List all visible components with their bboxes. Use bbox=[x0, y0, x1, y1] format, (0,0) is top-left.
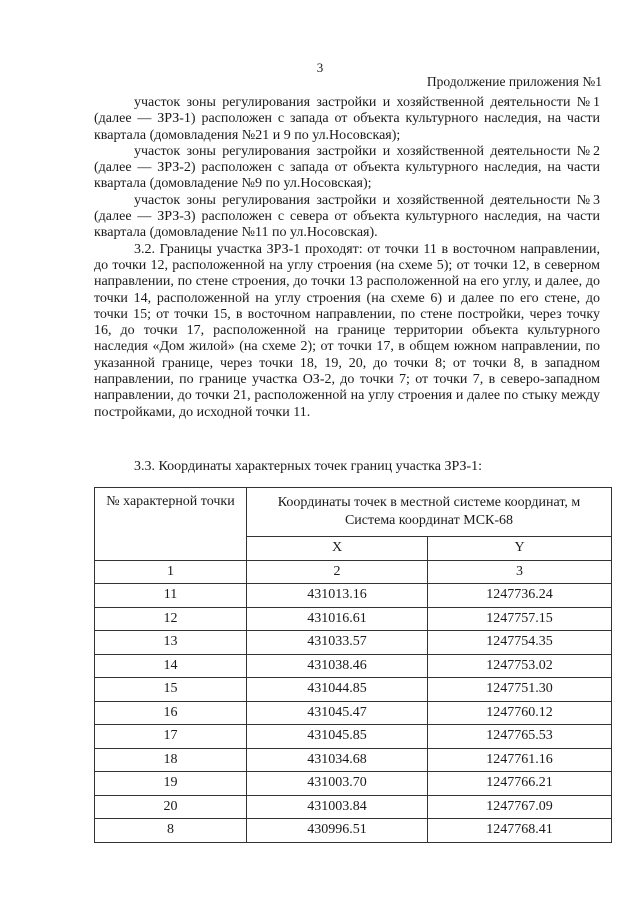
y-coordinate-cell: 1247736.24 bbox=[428, 584, 612, 608]
point-cell: 14 bbox=[95, 654, 247, 678]
paragraph-zrz-3: участок зоны регулирования застройки и хозяйственной деятельности №3 (далее — ЗРЗ-3) расположен с севера от объекта культурного наследия, на части квартала (домовладение №11 по ул.Носовская). bbox=[94, 192, 600, 241]
coords-header-line1: Координаты точек в местной системе координат, м bbox=[277, 495, 581, 510]
table-row bbox=[95, 584, 612, 608]
y-coordinate-cell: 1247751.30 bbox=[428, 678, 612, 702]
x-coordinate-cell: 431033.57 bbox=[247, 631, 428, 655]
table-row bbox=[95, 631, 612, 655]
y-coordinate-cell: 1247766.21 bbox=[428, 772, 612, 796]
column-number: 3 bbox=[428, 560, 612, 584]
coordinates-table bbox=[94, 487, 612, 843]
section-title: 3.3. Координаты характерных точек границ участка ЗРЗ-1: bbox=[134, 459, 483, 474]
y-column-header: Y bbox=[428, 537, 612, 561]
point-cell: 8 bbox=[95, 819, 247, 843]
x-coordinate-cell: 431034.68 bbox=[247, 748, 428, 772]
x-coordinate-cell: 431045.47 bbox=[247, 701, 428, 725]
appendix-note: Продолжение приложения №1 bbox=[426, 74, 602, 89]
y-coordinate-cell: 1247760.12 bbox=[428, 701, 612, 725]
x-column-header: X bbox=[247, 537, 428, 561]
y-coordinate-cell: 1247757.15 bbox=[428, 607, 612, 631]
x-coordinate-cell: 431016.61 bbox=[247, 607, 428, 631]
y-coordinate-cell: 1247761.16 bbox=[428, 748, 612, 772]
table-number-row bbox=[95, 560, 612, 584]
coords-column-header bbox=[247, 488, 612, 537]
table-row bbox=[95, 795, 612, 819]
page-number: 3 bbox=[316, 60, 324, 75]
x-coordinate-cell: 431045.85 bbox=[247, 725, 428, 749]
point-cell: 13 bbox=[95, 631, 247, 655]
point-column-header: № характерной точки bbox=[95, 488, 247, 561]
table-row bbox=[95, 607, 612, 631]
coords-header-line2: Система координат МСК-68 bbox=[344, 513, 514, 528]
table-row bbox=[95, 701, 612, 725]
y-coordinate-cell: 1247768.41 bbox=[428, 819, 612, 843]
paragraph-zrz-1: участок зоны регулирования застройки и хозяйственной деятельности №1 (далее — ЗРЗ-1) расположен с запада от объекта культурного наследия, на части квартала (домовладения №21 и 9 по ул.Носовская); bbox=[94, 95, 600, 143]
x-coordinate-cell: 431044.85 bbox=[247, 678, 428, 702]
point-cell: 12 bbox=[95, 607, 247, 631]
point-cell: 19 bbox=[95, 772, 247, 796]
x-coordinate-cell: 431003.84 bbox=[247, 795, 428, 819]
table-row bbox=[95, 654, 612, 678]
point-cell: 15 bbox=[95, 678, 247, 702]
y-coordinate-cell: 1247754.35 bbox=[428, 631, 612, 655]
x-coordinate-cell: 430996.51 bbox=[247, 819, 428, 843]
y-coordinate-cell: 1247765.53 bbox=[428, 725, 612, 749]
x-coordinate-cell: 431013.16 bbox=[247, 584, 428, 608]
body-text bbox=[94, 95, 600, 421]
point-cell: 20 bbox=[95, 795, 247, 819]
point-cell: 16 bbox=[95, 701, 247, 725]
point-cell: 18 bbox=[95, 748, 247, 772]
point-cell: 17 bbox=[95, 725, 247, 749]
paragraph-boundaries: 3.2. Границы участка ЗРЗ-1 проходят: от точки 11 в восточном направлении, до точки 12, расположенной на углу строения (на схеме 5); от точки 12, в северном направлении, по стене строения, до точки 13 расположенной на его углу, и далее, до точки 14, расположенной на углу строения (на схеме 6) и далее по его стене, до точки 15; от точки 15, в восточном направлении, по стене постройки, через точку 16, до точки 17, расположенной на границе территории объекта культурного наследия «Дом жилой» (на схеме 2); от точки 17, в общем южном направлении, по указанной границе, через точки 18, 19, 20, до точки 8; от точки 8, в западном направлении, по границе участка ОЗ-2, до точки 7; от точки 7, в северо-западном направлении, до точки 21, расположенной на углу строения и далее по стыку между постройками, до исходной точки 11. bbox=[94, 241, 600, 420]
y-coordinate-cell: 1247767.09 bbox=[428, 795, 612, 819]
column-number: 2 bbox=[247, 560, 428, 584]
table-row bbox=[95, 748, 612, 772]
table-row bbox=[95, 772, 612, 796]
y-coordinate-cell: 1247753.02 bbox=[428, 654, 612, 678]
table-row bbox=[95, 725, 612, 749]
table-header-row bbox=[95, 488, 612, 537]
column-number: 1 bbox=[95, 560, 247, 584]
table-row bbox=[95, 678, 612, 702]
point-cell: 11 bbox=[95, 584, 247, 608]
table-row bbox=[95, 819, 612, 843]
paragraph-zrz-2: участок зоны регулирования застройки и хозяйственной деятельности №2 (далее — ЗРЗ-2) расположен с запада от объекта культурного наследия, на части квартала (домовладение №9 по ул.Носовская); bbox=[94, 143, 600, 192]
x-coordinate-cell: 431038.46 bbox=[247, 654, 428, 678]
x-coordinate-cell: 431003.70 bbox=[247, 772, 428, 796]
